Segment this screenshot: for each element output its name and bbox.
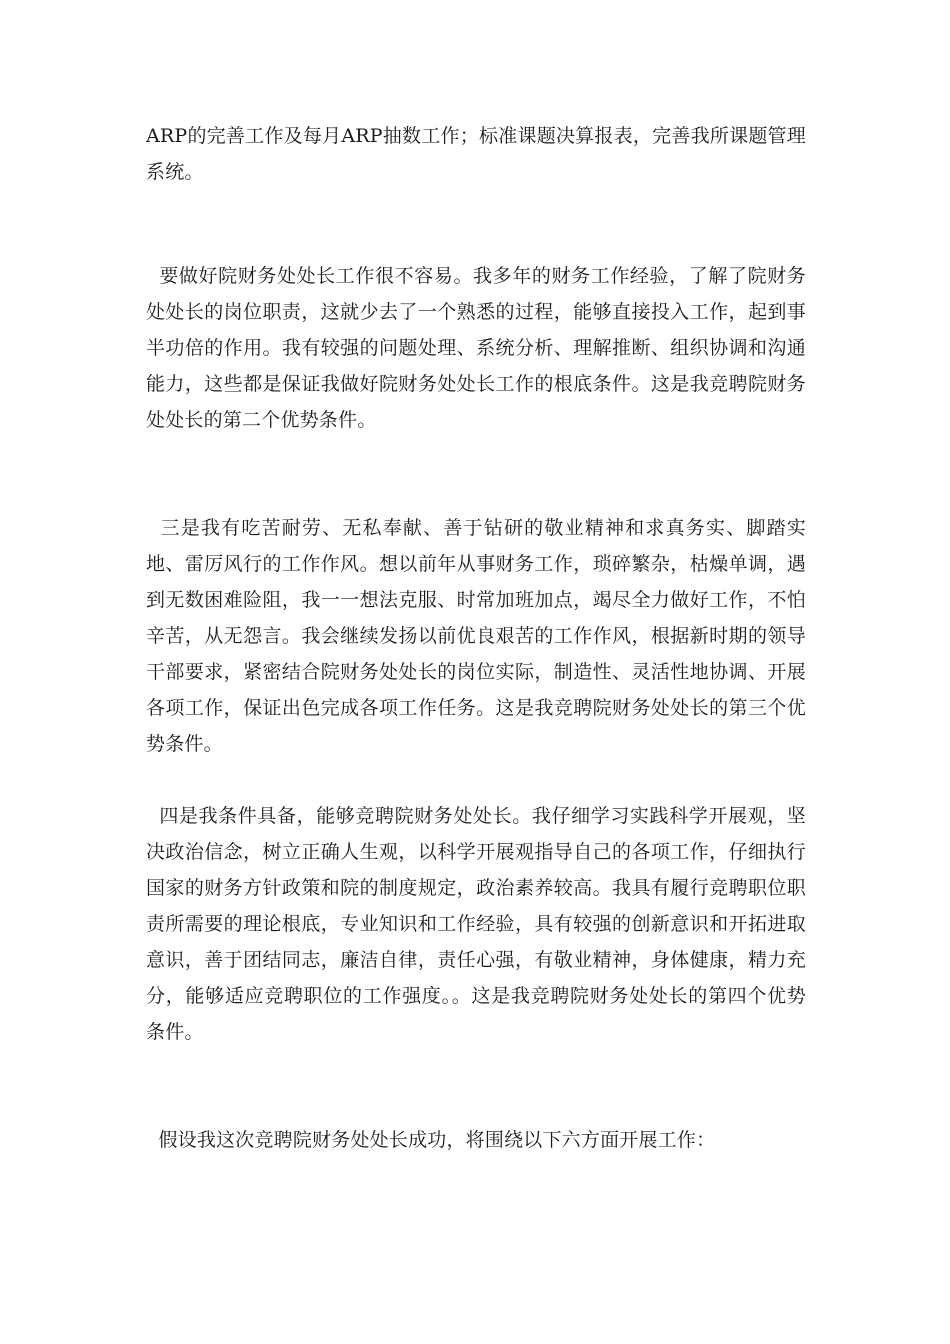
- paragraph-work-plan-intro: 假设我这次竞聘院财务处处长成功，将围绕以下六方面开展工作：: [146, 1129, 716, 1151]
- paragraph-third-advantage: 三是我有吃苦耐劳、无私奉献、善于钻研的敬业精神和求真务实、脚踏实地、雷厉风行的工作作风。想以前年从事财务工作，琐碎繁杂，枯燥单调，遇到无数困难险阻，我一一想法克服、时常加班加点，竭尽全力做好工作，不怕辛苦，从无怨言。我会继续发扬以前优良艰苦的工作作风，根据新时期的领导干部要求，紧密结合院财务处处长的岗位实际，制造性、灵活性地协调、开展各项工作，保证出色完成各项工作任务。这是我竞聘院财务处处长的第三个优势条件。: [146, 517, 807, 755]
- paragraph-arp-work: ARP的完善工作及每月ARP抽数工作；标准课题决算报表，完善我所课题管理系统。: [146, 125, 806, 183]
- paragraph-second-advantage: 要做好院财务处处长工作很不容易。我多年的财务工作经验，了解了院财务处处长的岗位职责，这就少去了一个熟悉的过程，能够直接投入工作，起到事半功倍的作用。我有较强的问题处理、系统分析、理解推断、组织协调和沟通能力，这些都是保证我做好院财务处处长工作的根底条件。这是我竞聘院财务处处长的第二个优势条件。: [146, 265, 807, 431]
- paragraph-fourth-advantage: 四是我条件具备，能够竞聘院财务处处长。我仔细学习实践科学开展观，坚决政治信念，树立正确人生观，以科学开展观指导自己的各项工作，仔细执行国家的财务方针政策和院的制度规定，政治素养较高。我具有履行竞聘职位职责所需要的理论根底，专业知识和工作经验，具有较强的创新意识和开拓进取意识，善于团结同志，廉洁自律，责任心强，有敬业精神，身体健康，精力充分，能够适应竞聘职位的工作强度。。这是我竞聘院财务处处长的第四个优势条件。: [146, 805, 807, 1043]
